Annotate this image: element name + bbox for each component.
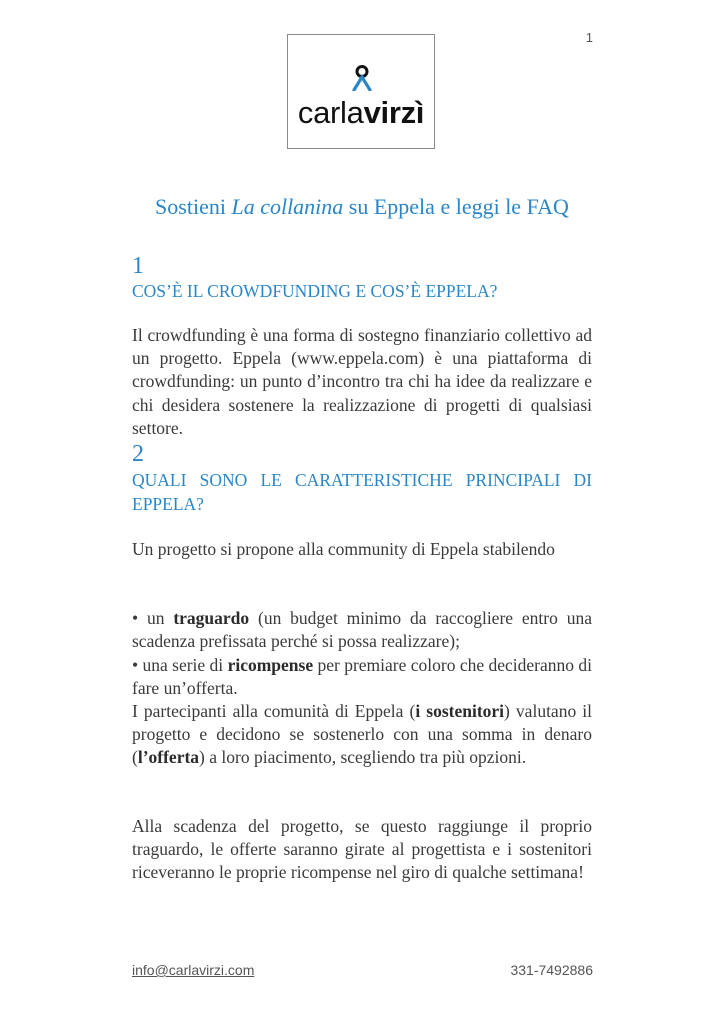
bullet-ricompense: • una serie di ricompense per premiare coloro che decideranno di fare un’offerta. <box>132 655 593 699</box>
person-logo-icon <box>351 65 373 91</box>
page-title: Sostieni La collanina su Eppela e leggi le FAQ <box>155 194 569 219</box>
page-number: 1 <box>585 30 593 45</box>
section-body: Il crowdfunding è una forma di sostegno finanziario collettivo ad un progetto. Eppela (www.eppela.com) è una piattaforma di crowdfunding: un punto d’incontro tra chi ha idee da realizzare e chi desidera sostenere la realizzazione di progetti di qualsiasi settore. <box>132 325 592 438</box>
participants-paragraph: I partecipanti alla comunità di Eppela (i sostenitori) valutano il progetto e decidono se sostenerlo con una somma in denaro (l’offerta) a loro piacimento, scegliendo tra più opzioni. <box>132 701 592 768</box>
section-number: 1 <box>132 253 144 279</box>
section-heading: COS’È IL CROWDFUNDING E COS’È EPPELA? <box>132 281 498 301</box>
footer-email-link[interactable]: info@carlavirzi.com <box>132 962 255 978</box>
logo-wordmark: carlavirzì <box>297 95 425 130</box>
closing-paragraph: Alla scadenza del progetto, se questo raggiunge il proprio traguardo, le offerte saranno girate al progettista e i sostenitori riceveranno le proprie ricompense nel giro di qualche settimana! <box>132 816 592 883</box>
section-intro: Un progetto si propone alla community di Eppela stabilendo <box>132 539 555 559</box>
bullet-traguardo: • un traguardo (un budget minimo da raccogliere entro una scadenza prefissata perché si possa realizzare); <box>132 608 592 652</box>
footer-phone: 331-7492886 <box>510 962 593 978</box>
section-heading: QUALI SONO LE CARATTERISTICHE PRINCIPALI DI EPPELA? <box>132 470 592 514</box>
logo <box>287 34 435 149</box>
section-number: 2 <box>132 441 144 467</box>
